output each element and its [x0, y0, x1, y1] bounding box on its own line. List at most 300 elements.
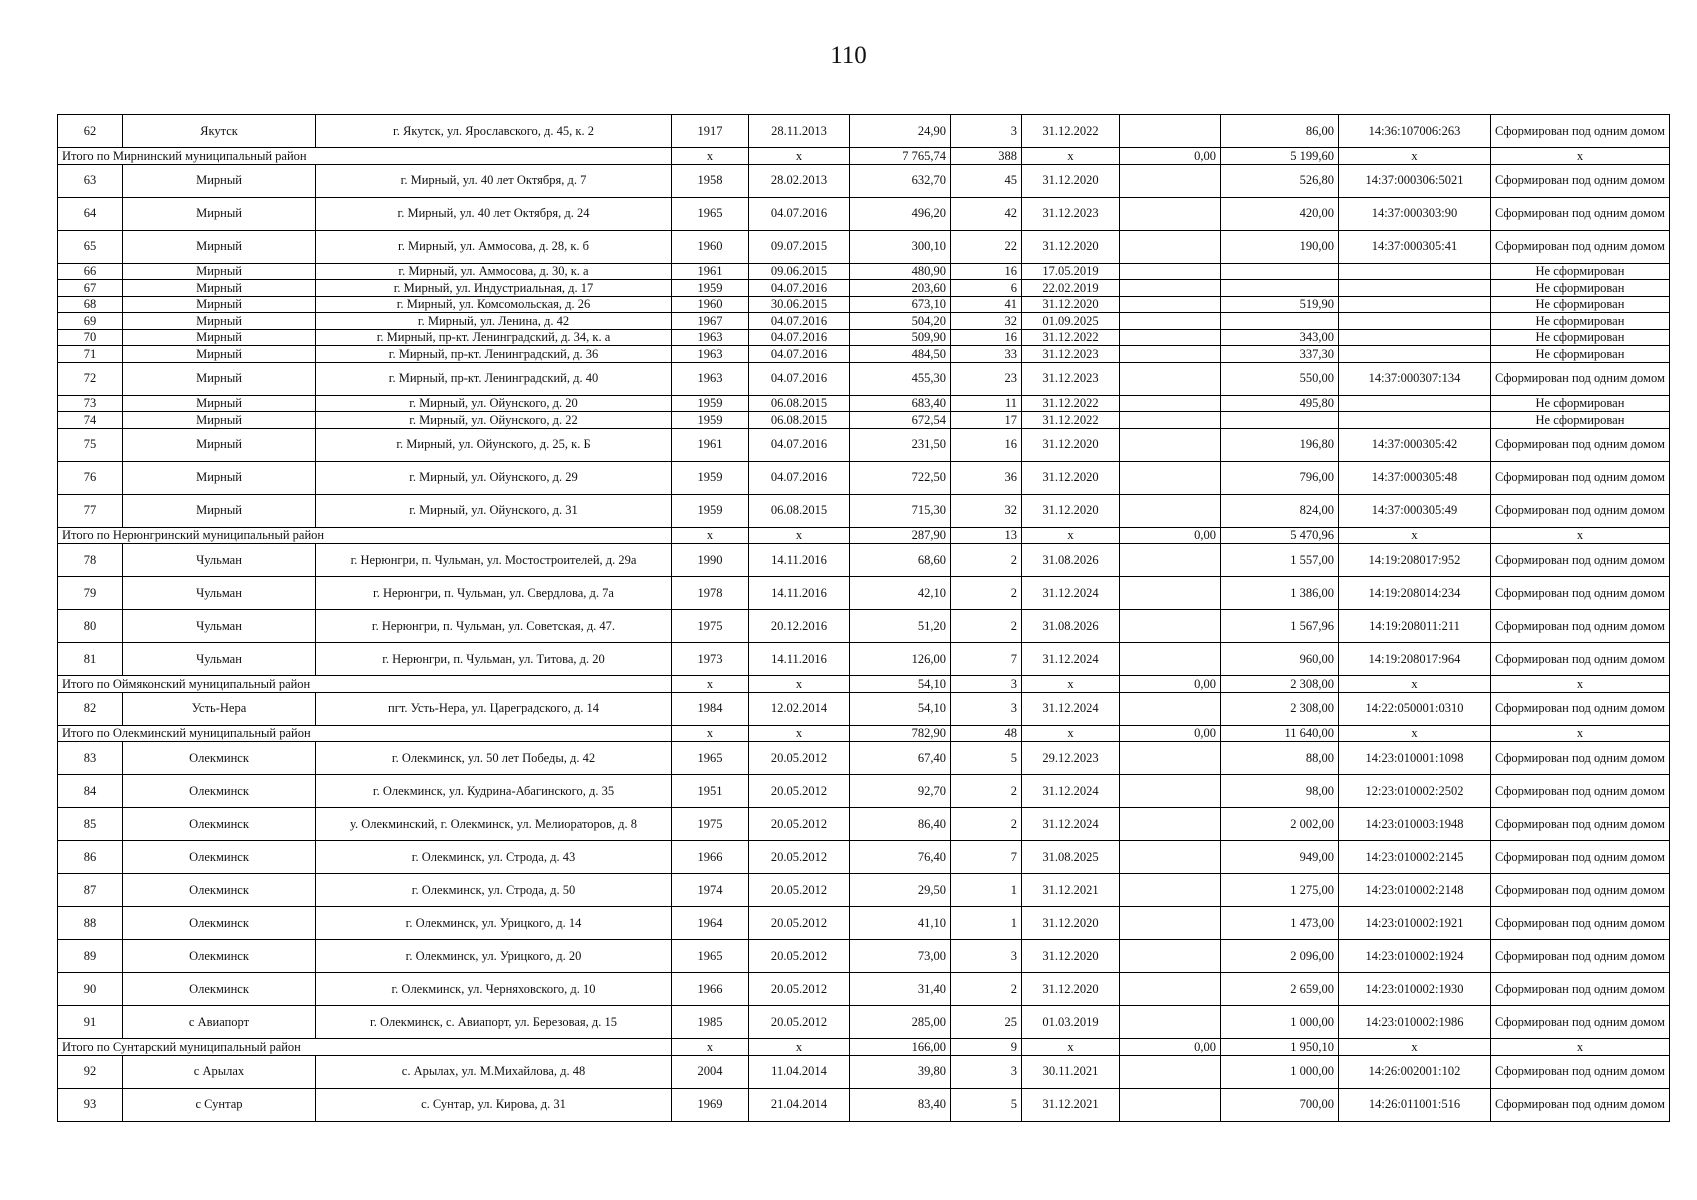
district-total-label: Итого по Олекминский муниципальный район [58, 725, 672, 742]
status-cell: Сформирован под одним домом [1491, 544, 1670, 577]
cadastral-number-cell [1339, 296, 1491, 313]
value-cell: 0,00 [1120, 148, 1221, 165]
status-cell: Сформирован под одним домом [1491, 692, 1670, 725]
page-number: 110 [830, 42, 867, 69]
residents-cell: 3 [951, 692, 1022, 725]
date-cell: 11.04.2014 [749, 1055, 850, 1088]
district-total-row [58, 148, 1670, 165]
deadline-cell: 29.12.2023 [1022, 742, 1120, 775]
land-area-cell: 5 470,96 [1221, 527, 1339, 544]
status-cell: x [1491, 1039, 1670, 1056]
row-number-cell: 64 [58, 197, 123, 230]
status-cell: Сформирован под одним домом [1491, 775, 1670, 808]
year-cell: 1965 [672, 742, 749, 775]
district-total-row [58, 676, 1670, 693]
district-total-row [58, 725, 1670, 742]
status-cell: Сформирован под одним домом [1491, 610, 1670, 643]
row-number-cell: 76 [58, 461, 123, 494]
date-cell: 21.04.2014 [749, 1088, 850, 1121]
land-area-cell: 1 950,10 [1221, 1039, 1339, 1056]
value-cell [1120, 230, 1221, 263]
table-row [58, 775, 1670, 808]
row-number-cell: 87 [58, 874, 123, 907]
land-area-cell: 11 640,00 [1221, 725, 1339, 742]
value-cell: 0,00 [1120, 725, 1221, 742]
row-number-cell: 81 [58, 643, 123, 676]
row-number-cell: 74 [58, 412, 123, 429]
status-cell: Сформирован под одним домом [1491, 742, 1670, 775]
value-cell [1120, 428, 1221, 461]
date-cell: x [749, 527, 850, 544]
row-number-cell: 68 [58, 296, 123, 313]
locality-cell: Чульман [123, 643, 316, 676]
status-cell: Сформирован под одним домом [1491, 362, 1670, 395]
status-cell: Не сформирован [1491, 346, 1670, 363]
table-row [58, 1055, 1670, 1088]
address-cell: г. Нерюнгри, п. Чульман, ул. Титова, д. 20 [316, 643, 672, 676]
row-number-cell: 79 [58, 577, 123, 610]
date-cell: 14.11.2016 [749, 544, 850, 577]
date-cell: 04.07.2016 [749, 461, 850, 494]
value-cell [1120, 808, 1221, 841]
year-cell: 1965 [672, 197, 749, 230]
land-area-cell: 519,90 [1221, 296, 1339, 313]
date-cell: 04.07.2016 [749, 280, 850, 297]
year-cell: 1961 [672, 428, 749, 461]
residents-cell: 3 [951, 940, 1022, 973]
registry-body [58, 115, 1670, 1122]
date-cell: 28.02.2013 [749, 164, 850, 197]
residents-cell: 2 [951, 775, 1022, 808]
date-cell: 30.06.2015 [749, 296, 850, 313]
land-area-cell: 2 096,00 [1221, 940, 1339, 973]
status-cell: Не сформирован [1491, 329, 1670, 346]
value-cell [1120, 940, 1221, 973]
year-cell: 1958 [672, 164, 749, 197]
row-number-cell: 90 [58, 973, 123, 1006]
value-cell [1120, 395, 1221, 412]
row-number-cell: 65 [58, 230, 123, 263]
area-cell: 722,50 [850, 461, 951, 494]
table-row [58, 907, 1670, 940]
year-cell: 1969 [672, 1088, 749, 1121]
locality-cell: с Арылах [123, 1055, 316, 1088]
residents-cell: 16 [951, 263, 1022, 280]
land-area-cell: 86,00 [1221, 115, 1339, 148]
address-cell: г. Нерюнгри, п. Чульман, ул. Советская, д. 47. [316, 610, 672, 643]
cadastral-number-cell: 14:23:010002:2145 [1339, 841, 1491, 874]
land-area-cell: 2 002,00 [1221, 808, 1339, 841]
deadline-cell: 31.12.2020 [1022, 230, 1120, 263]
district-total-label: Итого по Сунтарский муниципальный район [58, 1039, 672, 1056]
address-cell: г. Нерюнгри, п. Чульман, ул. Мостостроителей, д. 29а [316, 544, 672, 577]
year-cell: 1974 [672, 874, 749, 907]
year-cell: 1975 [672, 808, 749, 841]
value-cell [1120, 263, 1221, 280]
status-cell: Сформирован под одним домом [1491, 428, 1670, 461]
deadline-cell: 31.12.2024 [1022, 775, 1120, 808]
cadastral-number-cell [1339, 412, 1491, 429]
address-cell: г. Мирный, ул. 40 лет Октября, д. 7 [316, 164, 672, 197]
year-cell: 1960 [672, 296, 749, 313]
locality-cell: Мирный [123, 263, 316, 280]
row-number-cell: 71 [58, 346, 123, 363]
status-cell: Сформирован под одним домом [1491, 841, 1670, 874]
value-cell: 0,00 [1120, 1039, 1221, 1056]
date-cell: 20.05.2012 [749, 841, 850, 874]
value-cell [1120, 346, 1221, 363]
deadline-cell: 31.12.2023 [1022, 197, 1120, 230]
area-cell: 54,10 [850, 692, 951, 725]
area-cell: 715,30 [850, 494, 951, 527]
table-row [58, 362, 1670, 395]
date-cell: 06.08.2015 [749, 395, 850, 412]
cadastral-number-cell: 14:19:208014:234 [1339, 577, 1491, 610]
land-area-cell: 700,00 [1221, 1088, 1339, 1121]
residents-cell: 3 [951, 1055, 1022, 1088]
locality-cell: Чульман [123, 544, 316, 577]
year-cell: 1985 [672, 1006, 749, 1039]
area-cell: 496,20 [850, 197, 951, 230]
land-area-cell: 420,00 [1221, 197, 1339, 230]
residents-cell: 36 [951, 461, 1022, 494]
value-cell [1120, 1055, 1221, 1088]
year-cell: 1978 [672, 577, 749, 610]
cadastral-number-cell [1339, 329, 1491, 346]
residents-cell: 3 [951, 676, 1022, 693]
row-number-cell: 75 [58, 428, 123, 461]
date-cell: x [749, 148, 850, 165]
land-area-cell [1221, 263, 1339, 280]
land-area-cell: 2 308,00 [1221, 676, 1339, 693]
deadline-cell: 31.12.2024 [1022, 577, 1120, 610]
value-cell [1120, 362, 1221, 395]
value-cell [1120, 874, 1221, 907]
area-cell: 455,30 [850, 362, 951, 395]
address-cell: г. Мирный, пр-кт. Ленинградский, д. 34, к. а [316, 329, 672, 346]
date-cell: 04.07.2016 [749, 428, 850, 461]
row-number-cell: 69 [58, 313, 123, 330]
status-cell: x [1491, 725, 1670, 742]
cadastral-number-cell: x [1339, 148, 1491, 165]
date-cell: 28.11.2013 [749, 115, 850, 148]
deadline-cell: 31.12.2020 [1022, 164, 1120, 197]
cadastral-number-cell: 12:23:010002:2502 [1339, 775, 1491, 808]
area-cell: 86,40 [850, 808, 951, 841]
residents-cell: 3 [951, 115, 1022, 148]
status-cell: Сформирован под одним домом [1491, 907, 1670, 940]
locality-cell: Олекминск [123, 940, 316, 973]
table-row [58, 841, 1670, 874]
district-total-row [58, 527, 1670, 544]
row-number-cell: 89 [58, 940, 123, 973]
locality-cell: Мирный [123, 164, 316, 197]
land-area-cell: 190,00 [1221, 230, 1339, 263]
area-cell: 166,00 [850, 1039, 951, 1056]
address-cell: г. Олекминск, ул. Урицкого, д. 20 [316, 940, 672, 973]
row-number-cell: 80 [58, 610, 123, 643]
date-cell: 06.08.2015 [749, 494, 850, 527]
table-row [58, 1088, 1670, 1121]
value-cell: 0,00 [1120, 676, 1221, 693]
table-row [58, 577, 1670, 610]
deadline-cell: 31.12.2020 [1022, 461, 1120, 494]
status-cell: Сформирован под одним домом [1491, 230, 1670, 263]
status-cell: Сформирован под одним домом [1491, 643, 1670, 676]
status-cell: Сформирован под одним домом [1491, 494, 1670, 527]
cadastral-number-cell: x [1339, 1039, 1491, 1056]
row-number-cell: 83 [58, 742, 123, 775]
deadline-cell: 01.03.2019 [1022, 1006, 1120, 1039]
table-row [58, 461, 1670, 494]
date-cell: 20.05.2012 [749, 1006, 850, 1039]
residents-cell: 22 [951, 230, 1022, 263]
year-cell: 1959 [672, 280, 749, 297]
status-cell: Сформирован под одним домом [1491, 115, 1670, 148]
date-cell: 20.05.2012 [749, 940, 850, 973]
address-cell: г. Мирный, ул. Ойунского, д. 22 [316, 412, 672, 429]
row-number-cell: 92 [58, 1055, 123, 1088]
address-cell: г. Олекминск, ул. Строда, д. 50 [316, 874, 672, 907]
area-cell: 683,40 [850, 395, 951, 412]
status-cell: x [1491, 148, 1670, 165]
year-cell: 1964 [672, 907, 749, 940]
table-row [58, 346, 1670, 363]
area-cell: 504,20 [850, 313, 951, 330]
year-cell: 1959 [672, 395, 749, 412]
residents-cell: 45 [951, 164, 1022, 197]
cadastral-number-cell: 14:37:000305:41 [1339, 230, 1491, 263]
cadastral-number-cell: 14:37:000305:49 [1339, 494, 1491, 527]
locality-cell: Мирный [123, 494, 316, 527]
locality-cell: Мирный [123, 230, 316, 263]
date-cell: x [749, 725, 850, 742]
status-cell: Сформирован под одним домом [1491, 164, 1670, 197]
year-cell: 1963 [672, 362, 749, 395]
area-cell: 54,10 [850, 676, 951, 693]
address-cell: г. Мирный, ул. Ойунского, д. 25, к. Б [316, 428, 672, 461]
address-cell: г. Нерюнгри, п. Чульман, ул. Свердлова, д. 7а [316, 577, 672, 610]
year-cell: 1965 [672, 940, 749, 973]
district-total-label: Итого по Мирнинский муниципальный район [58, 148, 672, 165]
deadline-cell: 31.12.2020 [1022, 428, 1120, 461]
land-area-cell: 2 659,00 [1221, 973, 1339, 1006]
row-number-cell: 72 [58, 362, 123, 395]
date-cell: 04.07.2016 [749, 329, 850, 346]
locality-cell: Усть-Нера [123, 692, 316, 725]
cadastral-number-cell: 14:26:002001:102 [1339, 1055, 1491, 1088]
table-row [58, 280, 1670, 297]
area-cell: 782,90 [850, 725, 951, 742]
address-cell: г. Мирный, ул. Ойунского, д. 31 [316, 494, 672, 527]
row-number-cell: 73 [58, 395, 123, 412]
land-area-cell: 196,80 [1221, 428, 1339, 461]
deadline-cell: 31.12.2024 [1022, 808, 1120, 841]
land-area-cell: 1 000,00 [1221, 1006, 1339, 1039]
area-cell: 67,40 [850, 742, 951, 775]
status-cell: Сформирован под одним домом [1491, 1006, 1670, 1039]
table-row [58, 313, 1670, 330]
address-cell: г. Мирный, ул. Ойунского, д. 29 [316, 461, 672, 494]
land-area-cell: 1 473,00 [1221, 907, 1339, 940]
cadastral-number-cell [1339, 395, 1491, 412]
land-area-cell: 1 000,00 [1221, 1055, 1339, 1088]
locality-cell: Мирный [123, 313, 316, 330]
locality-cell: Олекминск [123, 874, 316, 907]
district-total-label: Итого по Оймяконский муниципальный район [58, 676, 672, 693]
table-row [58, 494, 1670, 527]
value-cell [1120, 164, 1221, 197]
year-cell: x [672, 676, 749, 693]
row-number-cell: 67 [58, 280, 123, 297]
area-cell: 7 765,74 [850, 148, 951, 165]
residents-cell: 7 [951, 643, 1022, 676]
value-cell [1120, 907, 1221, 940]
deadline-cell: x [1022, 1039, 1120, 1056]
area-cell: 480,90 [850, 263, 951, 280]
deadline-cell: 31.08.2026 [1022, 544, 1120, 577]
cadastral-number-cell [1339, 346, 1491, 363]
address-cell: пгт. Усть-Нера, ул. Цареградского, д. 14 [316, 692, 672, 725]
table-row [58, 412, 1670, 429]
address-cell: г. Мирный, ул. Комсомольская, д. 26 [316, 296, 672, 313]
deadline-cell: 31.12.2023 [1022, 362, 1120, 395]
deadline-cell: x [1022, 725, 1120, 742]
address-cell: г. Олекминск, ул. Строда, д. 43 [316, 841, 672, 874]
row-number-cell: 62 [58, 115, 123, 148]
date-cell: 20.05.2012 [749, 907, 850, 940]
year-cell: 1961 [672, 263, 749, 280]
cadastral-number-cell: 14:19:208017:964 [1339, 643, 1491, 676]
table-row [58, 544, 1670, 577]
cadastral-number-cell: 14:19:208017:952 [1339, 544, 1491, 577]
status-cell: x [1491, 527, 1670, 544]
locality-cell: Мирный [123, 428, 316, 461]
area-cell: 73,00 [850, 940, 951, 973]
area-cell: 203,60 [850, 280, 951, 297]
deadline-cell: x [1022, 527, 1120, 544]
area-cell: 24,90 [850, 115, 951, 148]
row-number-cell: 86 [58, 841, 123, 874]
table-row [58, 973, 1670, 1006]
land-area-cell: 960,00 [1221, 643, 1339, 676]
area-cell: 672,54 [850, 412, 951, 429]
deadline-cell: 31.12.2022 [1022, 329, 1120, 346]
date-cell: 14.11.2016 [749, 577, 850, 610]
date-cell: x [749, 1039, 850, 1056]
date-cell: 20.05.2012 [749, 742, 850, 775]
date-cell: 06.08.2015 [749, 412, 850, 429]
value-cell [1120, 692, 1221, 725]
locality-cell: Мирный [123, 296, 316, 313]
residents-cell: 25 [951, 1006, 1022, 1039]
status-cell: Сформирован под одним домом [1491, 197, 1670, 230]
row-number-cell: 78 [58, 544, 123, 577]
locality-cell: Олекминск [123, 973, 316, 1006]
deadline-cell: 31.12.2022 [1022, 395, 1120, 412]
cadastral-number-cell: 14:23:010002:2148 [1339, 874, 1491, 907]
residents-cell: 41 [951, 296, 1022, 313]
locality-cell: Якутск [123, 115, 316, 148]
area-cell: 484,50 [850, 346, 951, 363]
deadline-cell: 30.11.2021 [1022, 1055, 1120, 1088]
year-cell: x [672, 725, 749, 742]
value-cell [1120, 412, 1221, 429]
residents-cell: 1 [951, 907, 1022, 940]
value-cell [1120, 461, 1221, 494]
table-row [58, 808, 1670, 841]
locality-cell: Чульман [123, 610, 316, 643]
residents-cell: 7 [951, 841, 1022, 874]
residents-cell: 48 [951, 725, 1022, 742]
status-cell: Не сформирован [1491, 395, 1670, 412]
value-cell [1120, 973, 1221, 1006]
area-cell: 509,90 [850, 329, 951, 346]
land-area-cell: 337,30 [1221, 346, 1339, 363]
row-number-cell: 66 [58, 263, 123, 280]
deadline-cell: 17.05.2019 [1022, 263, 1120, 280]
land-area-cell [1221, 280, 1339, 297]
value-cell [1120, 494, 1221, 527]
area-cell: 126,00 [850, 643, 951, 676]
cadastral-number-cell: 14:23:010002:1924 [1339, 940, 1491, 973]
status-cell: Не сформирован [1491, 280, 1670, 297]
land-area-cell: 5 199,60 [1221, 148, 1339, 165]
address-cell: г. Мирный, пр-кт. Ленинградский, д. 36 [316, 346, 672, 363]
row-number-cell: 93 [58, 1088, 123, 1121]
area-cell: 39,80 [850, 1055, 951, 1088]
locality-cell: Мирный [123, 280, 316, 297]
date-cell: x [749, 676, 850, 693]
cadastral-number-cell: 14:23:010002:1986 [1339, 1006, 1491, 1039]
status-cell: Не сформирован [1491, 412, 1670, 429]
date-cell: 04.07.2016 [749, 197, 850, 230]
cadastral-number-cell: 14:23:010003:1948 [1339, 808, 1491, 841]
area-cell: 41,10 [850, 907, 951, 940]
locality-cell: с Сунтар [123, 1088, 316, 1121]
year-cell: 1973 [672, 643, 749, 676]
deadline-cell: 31.12.2020 [1022, 940, 1120, 973]
address-cell: г. Олекминск, ул. 50 лет Победы, д. 42 [316, 742, 672, 775]
locality-cell: Мирный [123, 197, 316, 230]
locality-cell: Чульман [123, 577, 316, 610]
land-area-cell [1221, 412, 1339, 429]
value-cell [1120, 296, 1221, 313]
locality-cell: Мирный [123, 461, 316, 494]
date-cell: 20.05.2012 [749, 973, 850, 1006]
year-cell: 1959 [672, 461, 749, 494]
land-area-cell: 1 386,00 [1221, 577, 1339, 610]
value-cell [1120, 643, 1221, 676]
land-area-cell: 1 275,00 [1221, 874, 1339, 907]
land-area-cell: 1 567,96 [1221, 610, 1339, 643]
status-cell: Сформирован под одним домом [1491, 577, 1670, 610]
land-area-cell: 1 557,00 [1221, 544, 1339, 577]
year-cell: x [672, 1039, 749, 1056]
year-cell: 1951 [672, 775, 749, 808]
area-cell: 51,20 [850, 610, 951, 643]
area-cell: 231,50 [850, 428, 951, 461]
value-cell [1120, 1088, 1221, 1121]
district-total-label: Итого по Нерюнгринский муниципальный район [58, 527, 672, 544]
address-cell: г. Мирный, ул. Аммосова, д. 28, к. б [316, 230, 672, 263]
land-area-cell: 949,00 [1221, 841, 1339, 874]
area-cell: 632,70 [850, 164, 951, 197]
year-cell: 1959 [672, 494, 749, 527]
status-cell: Сформирован под одним домом [1491, 1055, 1670, 1088]
year-cell: 1966 [672, 973, 749, 1006]
table-row [58, 692, 1670, 725]
